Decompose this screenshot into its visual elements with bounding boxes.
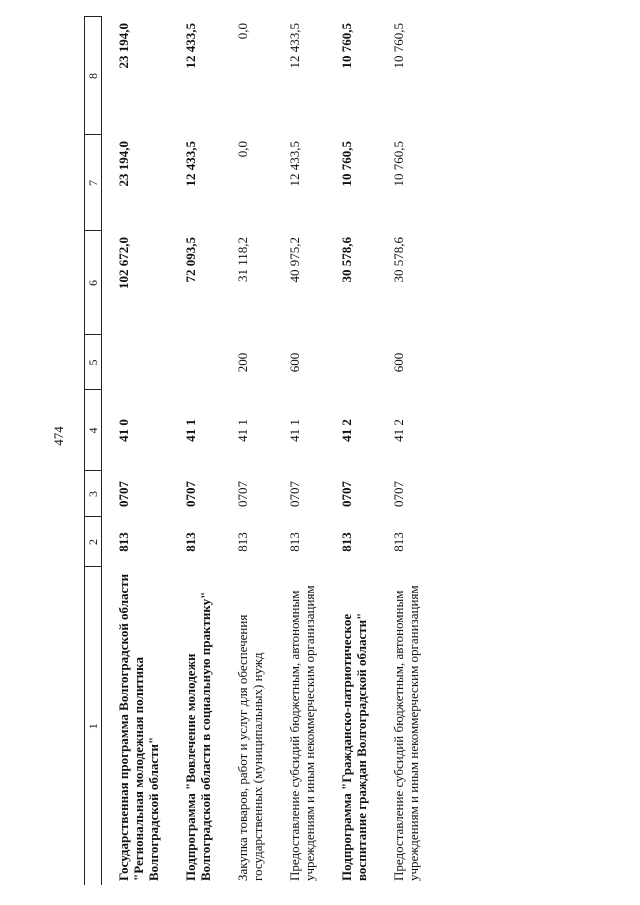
col-header-4: 4 [85, 390, 102, 471]
col-header-2: 2 [85, 517, 102, 567]
row-name: Предоставление субсидий бюджетным, автономным учреждениям и иным некоммерческим организациям [287, 585, 317, 881]
col-header-7: 7 [85, 135, 102, 231]
row-amount-1: 40 975,2 [287, 237, 302, 283]
row-amount-3: 0,0 [235, 23, 250, 40]
row-expense-type: 600 [391, 352, 406, 373]
row-section-code: 0707 [287, 481, 302, 507]
page-number: 474 [51, 426, 66, 446]
row-target-code: 41 1 [183, 419, 198, 442]
row-expense-type: 200 [235, 352, 250, 373]
col-header-3: 3 [85, 471, 102, 517]
row-amount-2: 23 194,0 [116, 141, 131, 187]
row-name: Предоставление субсидий бюджетным, автономным учреждениям и иным некоммерческим организациям [391, 585, 421, 881]
row-name: Государственная программа Волгоградской области "Региональная молодежная политика Волгоградской области" [116, 573, 161, 881]
row-amount-1: 30 578,6 [391, 237, 406, 283]
row-amount-3: 23 194,0 [116, 23, 131, 69]
row-target-code: 41 1 [287, 419, 302, 442]
row-section-code: 0707 [339, 481, 354, 507]
table-row [102, 17, 170, 885]
row-target-code: 41 2 [339, 419, 354, 442]
col-header-8: 8 [85, 17, 102, 135]
table-row [273, 17, 325, 885]
row-amount-2: 10 760,5 [339, 141, 354, 187]
row-section-code: 0707 [391, 481, 406, 507]
row-ministry-code: 813 [183, 532, 198, 552]
row-amount-2: 10 760,5 [391, 141, 406, 187]
row-expense-type [325, 335, 377, 390]
row-amount-2: 0,0 [235, 141, 250, 158]
row-name: Закупка товаров, работ и услуг для обеспечения государственных (муниципальных) нужд [235, 614, 265, 881]
table-row [169, 17, 221, 885]
row-name: Подпрограмма "Вовлечение молодежи Волгоградской области в социальную практику" [183, 591, 213, 881]
row-expense-type: 600 [287, 352, 302, 373]
row-amount-2: 12 433,5 [183, 141, 198, 187]
row-expense-type [102, 335, 170, 390]
table-row [221, 17, 273, 885]
row-amount-1: 102 672,0 [116, 237, 131, 289]
col-header-5: 5 [85, 335, 102, 390]
table-row [325, 17, 377, 885]
row-amount-3: 10 760,5 [339, 23, 354, 69]
col-header-6: 6 [85, 231, 102, 335]
row-ministry-code: 813 [116, 532, 131, 552]
row-ministry-code: 813 [235, 532, 250, 552]
row-target-code: 41 0 [116, 419, 131, 442]
row-amount-1: 30 578,6 [339, 237, 354, 283]
row-amount-3: 10 760,5 [391, 23, 406, 69]
row-amount-1: 72 093,5 [183, 237, 198, 283]
row-ministry-code: 813 [339, 532, 354, 552]
header-row [85, 17, 102, 885]
row-amount-1: 31 118,2 [235, 237, 250, 283]
row-amount-3: 12 433,5 [287, 23, 302, 69]
table-row [377, 17, 429, 885]
row-ministry-code: 813 [287, 532, 302, 552]
row-target-code: 41 2 [391, 419, 406, 442]
row-amount-3: 12 433,5 [183, 23, 198, 69]
row-expense-type [169, 335, 221, 390]
row-section-code: 0707 [235, 481, 250, 507]
row-amount-2: 12 433,5 [287, 141, 302, 187]
row-target-code: 41 1 [235, 419, 250, 442]
row-ministry-code: 813 [391, 532, 406, 552]
budget-table [84, 17, 429, 886]
row-section-code: 0707 [116, 481, 131, 507]
row-name: Подпрограмма "Гражданско-патриотическое воспитание граждан Волгоградской области" [339, 612, 369, 881]
row-section-code: 0707 [183, 481, 198, 507]
col-header-1: 1 [85, 567, 102, 885]
